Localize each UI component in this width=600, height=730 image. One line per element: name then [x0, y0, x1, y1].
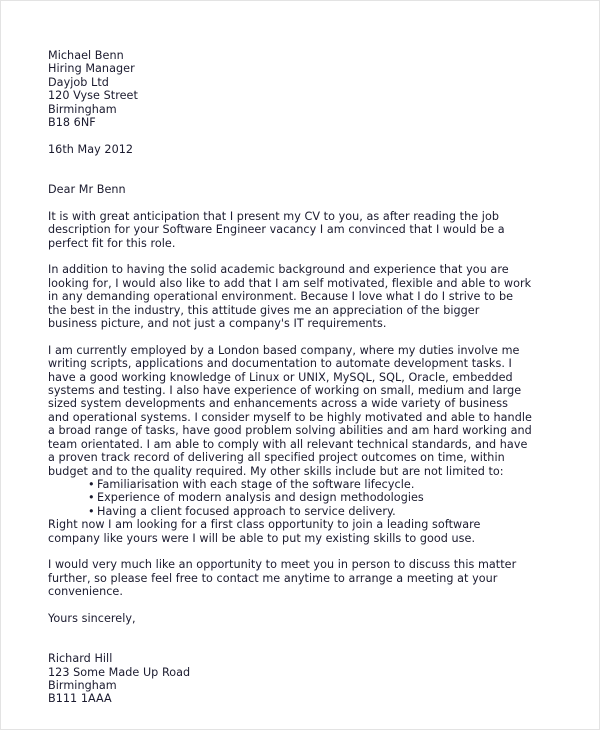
salutation: Dear Mr Benn [48, 183, 126, 197]
letter-body [48, 49, 532, 706]
sender-postcode: B111 1AAA [48, 692, 112, 706]
sender-city: Birmingham [48, 678, 117, 692]
skills-bullet-list [48, 478, 532, 518]
recipient-address-block [48, 49, 532, 129]
closing-salutation: Yours sincerely, [48, 611, 136, 625]
paragraph-second: In addition to having the solid academic background and experience that you are looking for, I would also like to add that I am self motivated, flexible and able to work in any demanding operational environment. Because I love what I do I strive to be the best in the industry, this attitude gives me an appreciation of the bigger business picture, and not just a company's IT requirements. [48, 263, 532, 331]
paragraph-after-bullets: Right now I am looking for a first class opportunity to join a leading software company like yours were I will be able to put my existing skills to good use. [48, 518, 481, 545]
paragraph-intro: It is with great anticipation that I present my CV to you, as after reading the job description for your Software Engineer vacancy I am convinced that I would be a perfect fit for this role. [48, 209, 505, 250]
list-item: • Experience of modern analysis and design methodologies [92, 491, 532, 504]
list-item: • Having a client focused approach to service delivery. [92, 505, 532, 518]
recipient-street: 120 Vyse Street [48, 89, 138, 103]
recipient-city: Birmingham [48, 102, 117, 116]
recipient-company: Dayjob Ltd [48, 75, 109, 89]
recipient-title: Hiring Manager [48, 62, 135, 76]
sender-name: Richard Hill [48, 652, 113, 666]
letter-date: 16th May 2012 [48, 142, 134, 156]
paragraph-final: I would very much like an opportunity to meet you in person to discuss this matter further, so please feel free to contact me anytime to arrange a meeting at your convenience. [48, 558, 517, 599]
paragraph-third: I am currently employed by a London based company, where my duties involve me writing scripts, applications and documentation to automate development tasks. I have a good working knowledge of Linux or UNIX, MySQL, SQL, Oracle, embedded systems and testing. I also have experience of working on small, medium and large sized system developments and enhancements across a wide variety of business and operational systems. I consider myself to be highly motivated and able to handle a broad range of tasks, have good problem solving abilities and am hard working and team orientated. I am able to comply with all relevant technical standards, and have a proven track record of delivering all specified project outcomes on time, within budget and to the quality required. My other skills include but are not limited to: [48, 343, 532, 478]
list-item: • Familiarisation with each stage of the software lifecycle. [92, 478, 532, 491]
sender-street: 123 Some Made Up Road [48, 665, 191, 679]
recipient-name: Michael Benn [48, 49, 124, 62]
sender-address-block [48, 652, 532, 706]
recipient-postcode: B18 6NF [48, 116, 96, 130]
